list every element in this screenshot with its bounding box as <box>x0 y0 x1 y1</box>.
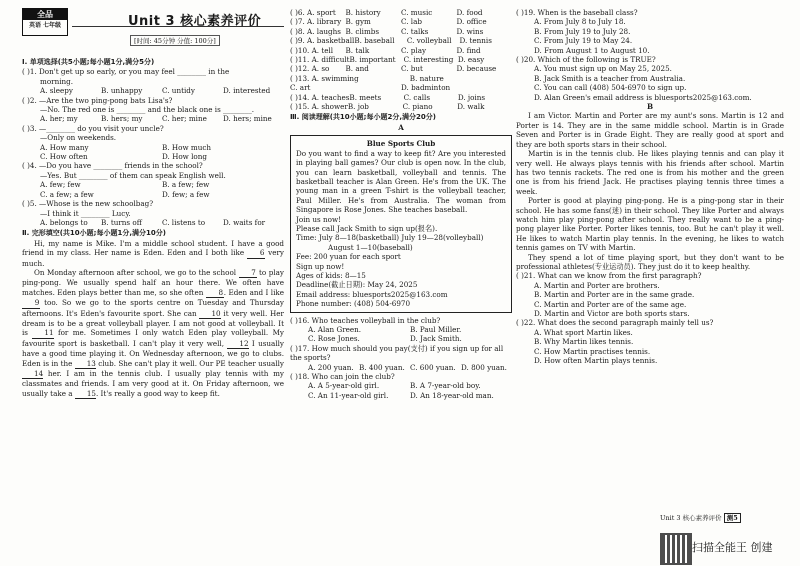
question-2: ( )2. —Are the two ping-pong bats Lisa's? —No. The red one is ________ and the black one is ________. A. her; my B. hers; my C. her; mine D. hers; mine <box>22 95 272 124</box>
question-5: ( )5. —Whose is the new schoolbag? —I think it ________ Lucy. A. belongs to B. turns off C. listens to D. waits for <box>22 199 266 227</box>
question-22: ( )22. What does the second paragraph mainly tell us? A. What sport Martin likes. B. Why Martin likes tennis. C. How Martin practises tennis. D. How often Martin plays tennis. <box>516 318 714 366</box>
cloze-option-row: ( )7. A. library B. gym C. lab D. office <box>290 17 487 27</box>
page-footer: Unit 3 核心素养评价 测5 <box>660 513 741 522</box>
question-20: ( )20. Which of the following is TRUE? A. You must sign up on May 25, 2025. B. Jack Smith is a teacher from Australia. C. You can call (408) 504-6970 to sign up. D. Alan Green's email address is bluesports2025@163.com. <box>516 55 752 102</box>
column-middle: ( )6. A. sport B. history C. music D. food ( )7. A. library B. gym C. lab D. office ( )8. A. laughs B. climbs C. talks D. wins ( )9. A. basketball B. baseball C. volleyball D. tennis ( )10. A. tell B. talk C. play D. find ( )11. A. difficult B. important C. interesting D. easy ( )12. A. so B. and C. but D. because ( )13. A. swimming B. nature C. art D. badminton ( )14. A. teaches B. meets C. calls D. joins ( )15. A. shower B. job C. piano D. walk Ⅲ. 阅读理解(共10小题;每小题2分,满分20分) A Blue Sports Club Do you want to find a way to keep fit? Are you interested in playing ball games? Our club is open now. In the club, you can learn basketball, volleyball and tennis. The basketball teacher is Alan Green. He's from the UK. The young man in a green T-shirt is the volleyball teacher, Paul Miller. He's from Australia. The woman from Singapore is Rose Jones. She teaches baseball. Join us now! Please call Jack Smith to sign up(报名). Time: July 8—18(basketball) July 19—28(volleyball) August 1—10(baseball) Fee: 200 yuan for each sport Sign up now! Ages of kids: 8—15 Deadline(截止日期): May 24, 2025 Email address: bluesports2025@163.com Phone number: (408) 504-6970 ( )16. Who teaches volleyball in the club? A. Alan Green. B. Paul Miller. C. Rose Jones. D. Jack Smith. ( )17. How much should you pay(支付) if you sign up for all the sports? A. 200 yuan. B. 400 yuan. C. 600 yuan. D. 800 yuan. ( )18. Who can join the club? A. A 5-year-old girl. B. A 7-year-old boy. C. An 11-year-old girl. D. An 18-year-old man. <box>290 8 512 400</box>
reading-b-p2: Martin is in the tennis club. He likes playing tennis and can play it very well. He always plays tennis with his friends after school. Martin has two tennis rackets. The red one is from his mother and the green one is from his friend Jack. He practises playing tennis three times a week. <box>516 149 784 196</box>
reading-b-p1: I am Victor. Martin and Porter are my aunt's sons. Martin is 12 and Porter is 14. They are in the same middle school. Martin is in Grade Seven and Porter is in Grade Eight. They are really good at sport and they are both sports stars in their school. <box>516 111 784 149</box>
cloze-option-row: ( )15. A. shower B. job C. piano D. walk <box>290 102 485 112</box>
cloze-option-row: ( )12. A. so B. and C. but D. because <box>290 64 497 74</box>
section-heading: Ⅰ. 单项选择(共5小题;每小题1分,满分5分) <box>22 58 155 66</box>
page-title: Unit 3 核心素养评价 <box>128 14 262 29</box>
cloze-option-row: ( )8. A. laughs B. climbs C. talks D. wins <box>290 26 484 36</box>
brand-logo: 全品 英语 七年级 <box>22 8 68 36</box>
title-divider <box>72 26 284 27</box>
cloze-option-row: ( )14. A. teaches B. meets C. calls D. joins <box>290 92 486 102</box>
question-1: ( )1. Don't get up so early, or you may feel ________ in the morning. A. sleepy B. unhappy C. untidy D. interested <box>22 67 271 96</box>
club-advert: Blue Sports Club Do you want to find a way to keep fit? Are you interested in playing ball games? Our club is open now. In the club, you can learn basketball, volleyball and tennis. The basketball teacher is Alan Green. He's from the UK. The young man in a green T-shirt is the volleyball teacher, Paul Miller. He's from Australia. The woman from Singapore is Rose Jones. She teaches baseball. Join us now! Please call Jack Smith to sign up(报名). Time: July 8—18(basketball) July 19—28(volleyball) August 1—10(baseball) Fee: 200 yuan for each sport Sign up now! Ages of kids: 8—15 Deadline(截止日期): May 24, 2025 Email address: bluesports2025@163.com Phone number: (408) 504-6970 <box>290 135 512 312</box>
cloze-option-row: ( )10. A. tell B. talk C. play D. find <box>290 45 481 55</box>
question-21: ( )21. What can we know from the first paragraph? A. Martin and Porter are brothers. B. Martin and Porter are in the same grade. C. Martin and Porter are of the same age. D. Martin and Victor are both sports stars. <box>516 271 702 318</box>
cloze-options <box>290 8 512 111</box>
question-18: ( )18. Who can join the club? A. A 5-year-old girl. B. A 7-year-old boy. C. An 11-year-old girl. D. An 18-year-old man. <box>290 372 494 400</box>
question-3: ( )3. —________ do you visit your uncle? —Only on weekends. A. How many B. How much C. How often D. How long <box>22 123 211 162</box>
reading-b-p3: Porter is good at playing ping-pong. He is a ping-pong star in their school. He has some fans(迷) in their school. They like Porter and always watch him play ping-pong after school. They really want to be a ping-pong player like Porter. Porter likes tennis, too. But he can't play it well. He likes to watch Martin play tennis. In the evening, he likes to watch tennis games on TV with Martin. <box>516 196 784 253</box>
qr-code-icon <box>660 533 692 565</box>
cloze-option-row: ( )9. A. basketball B. baseball C. volleyball D. tennis <box>290 36 492 46</box>
cloze-option-row: ( )13. A. swimming B. nature <box>290 73 444 83</box>
cloze-option-row: ( )11. A. difficult B. important C. interesting D. easy <box>290 55 485 65</box>
cloze-option-row: C. art D. badminton <box>290 83 451 93</box>
question-19: ( )19. When is the baseball class? A. From July 8 to July 18. B. From July 19 to July 28. C. From July 19 to May 24. D. From August 1 to August 10. <box>516 8 650 55</box>
column-right: ( )19. When is the baseball class? A. From July 8 to July 18. B. From July 19 to July 28. C. From July 19 to May 24. D. From August 1 to August 10. ( )20. Which of the following is TRUE? A. You must sign up on May 25, 2025. B. Jack Smith is a teacher from Australia. C. You can call (408) 504-6970 to sign up. D. Alan Green's email address is bluesports2025@163.com. B I am Victor. Martin and Porter are my aunt's sons. Martin is 12 and Porter is 14. They are in the same middle school. Martin is in Grade Seven and Porter is in Grade Eight. They are really good at sport and they are both sports stars in their school. Martin is in the tennis club. He likes playing tennis and can play it very well. He always plays tennis with his friends after school. Martin has two tennis rackets. The red one is from his mother and the green one is from his friend Jack. He practises playing tennis three times a week. Porter is good at playing ping-pong. He is a ping-pong star in their school. He has some fans(迷) in their school. They like Porter and always watch him play ping-pong after school. They really want to be a ping-pong player like Porter. Porter likes tennis, too. But he can't play it well. He likes to watch Martin play tennis. In the evening, he likes to watch tennis games on TV with Martin. They spend a lot of time playing sport, but they don't want to be professional athletes(专业运动员). They just do it to keep healthy. ( )21. What can we know from the first paragraph? A. Martin and Porter are brothers. B. Martin and Porter are in the same grade. C. Martin and Porter are of the same age. D. Martin and Victor are both sports stars. ( )22. What does the second paragraph mainly tell us? A. What sport Martin likes. B. Why Martin likes tennis. C. How Martin practises tennis. D. How often Martin plays tennis. <box>516 8 784 366</box>
section-heading: Ⅱ. 完形填空(共10小题;每小题1分,满分10分) <box>22 229 166 238</box>
scanner-watermark: 扫描全能王 创建 <box>692 541 773 554</box>
question-4: ( )4. —Do you have ________ friends in the school? —Yes. But ________ of them can speak English well. A. few; few B. a few; few C. a few; a few D. few; a few <box>22 161 226 199</box>
cloze-passage-p2: On Monday afternoon after school, we go to the school 7 to play ping-pong. We usually spend half an hour there. We often have matches. Eden plays better than me, so she often 8. Eden and I like 9 too. So we go to the sports centre on Tuesday and Thursday afternoons. It's Eden's favourite sport. She can 10 it very well. Her dream is to be a great volleyball player. I am not good at volleyball. It is 11 for me. Sometimes I only watch Eden play volleyball. My favourite sport is basketball. I can't play it very well, 12 I usually have a good time playing it. On Wednesday afternoon, we go to clubs. Eden is in the 13 club. She can't play it well. Our PE teacher usually 14 her. I am in the tennis club. I usually play tennis with my classmates and friends. I am very good at it. On Friday afternoon, we usually take a 15. It's really a good way to keep fit. <box>22 267 284 398</box>
exam-meta: [时间: 45分钟 分值: 100分] <box>130 35 220 46</box>
cloze-option-row: ( )6. A. sport B. history C. music D. food <box>290 8 483 17</box>
question-17: ( )17. How much should you pay(支付) if you sign up for all the sports? A. 200 yuan. B. 400 yuan. C. 600 yuan. D. 800 yuan. <box>290 343 507 372</box>
section-heading: Ⅲ. 阅读理解(共10小题;每小题2分,满分20分) <box>290 113 436 122</box>
column-left <box>22 56 284 399</box>
reading-b-p4: They spend a lot of time playing sport, but they don't want to be professional athletes(专业运动员). They just do it to keep healthy. <box>516 252 784 271</box>
cloze-passage-p1: Hi, my name is Mike. I'm a middle school student. I have a good friend in my class. Her name is Eden. Eden and I both like 6 very much. <box>22 238 284 268</box>
advert-title: Blue Sports Club <box>366 139 436 149</box>
question-16: ( )16. Who teaches volleyball in the club? A. Alan Green. B. Paul Miller. C. Rose Jones. D. Jack Smith. <box>290 315 462 344</box>
